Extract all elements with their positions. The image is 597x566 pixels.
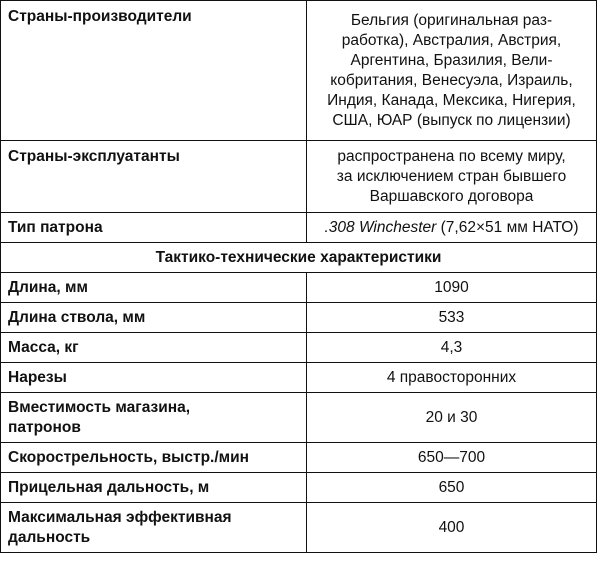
row-label-producers: Страны-производители (1, 1, 307, 141)
spec-label-rifling: Нарезы (1, 363, 307, 393)
table-row (1, 213, 597, 243)
value-line: Аргентина, Бразилия, Вели- (350, 51, 553, 69)
table-row (1, 141, 597, 213)
cartridge-spec: (7,62×51 мм НАТО) (436, 218, 579, 236)
value-line: работка), Австралия, Австрия, (341, 31, 562, 49)
spec-value-effective-range: 400 (307, 503, 597, 553)
label-line: Вместимость магазина, (8, 398, 191, 416)
row-value-producers (307, 1, 597, 141)
row-value-cartridge (307, 213, 597, 243)
table-row (1, 243, 597, 273)
section-title: Тактико-технические характеристики (1, 243, 597, 273)
label-line: дальность (8, 528, 91, 546)
row-label-operators: Страны-эксплуатанты (1, 141, 307, 213)
spec-label-effective-range (1, 503, 307, 553)
cartridge-name: .308 Winchester (324, 218, 437, 236)
table-row (1, 363, 597, 393)
spec-value-sighting-range: 650 (307, 473, 597, 503)
table-row (1, 303, 597, 333)
value-line: Бельгия (оригинальная раз- (350, 11, 553, 29)
table-row (1, 393, 597, 443)
spec-value-mass: 4,3 (307, 333, 597, 363)
spec-label-magazine (1, 393, 307, 443)
label-line: патронов (8, 418, 81, 436)
spec-label-mass: Масса, кг (1, 333, 307, 363)
value-line: кобритания, Венесуэла, Израиль, (330, 71, 573, 89)
spec-value-length: 1090 (307, 273, 597, 303)
spec-value-barrel-length: 533 (307, 303, 597, 333)
spec-value-rate-of-fire: 650—700 (307, 443, 597, 473)
spec-label-barrel-length: Длина ствола, мм (1, 303, 307, 333)
table-row (1, 473, 597, 503)
value-line: распространена по всему миру, (337, 147, 566, 165)
value-line: США, ЮАР (выпуск по лицензии) (332, 111, 571, 129)
spec-label-rate-of-fire: Скорострельность, выстр./мин (1, 443, 307, 473)
table-row (1, 443, 597, 473)
table-row (1, 333, 597, 363)
value-line: за исключением стран бывшего (336, 167, 567, 185)
label-line: Максимальная эффективная (8, 508, 232, 526)
table-row (1, 273, 597, 303)
spec-label-length: Длина, мм (1, 273, 307, 303)
value-line: Индия, Канада, Мексика, Нигерия, (327, 91, 576, 109)
spec-value-rifling: 4 правосторонних (307, 363, 597, 393)
row-label-cartridge: Тип патрона (1, 213, 307, 243)
table-row (1, 1, 597, 141)
table-row (1, 503, 597, 553)
spec-value-magazine: 20 и 30 (307, 393, 597, 443)
row-value-operators (307, 141, 597, 213)
value-line: Варшавского договора (369, 187, 534, 205)
spec-label-sighting-range: Прицельная дальность, м (1, 473, 307, 503)
